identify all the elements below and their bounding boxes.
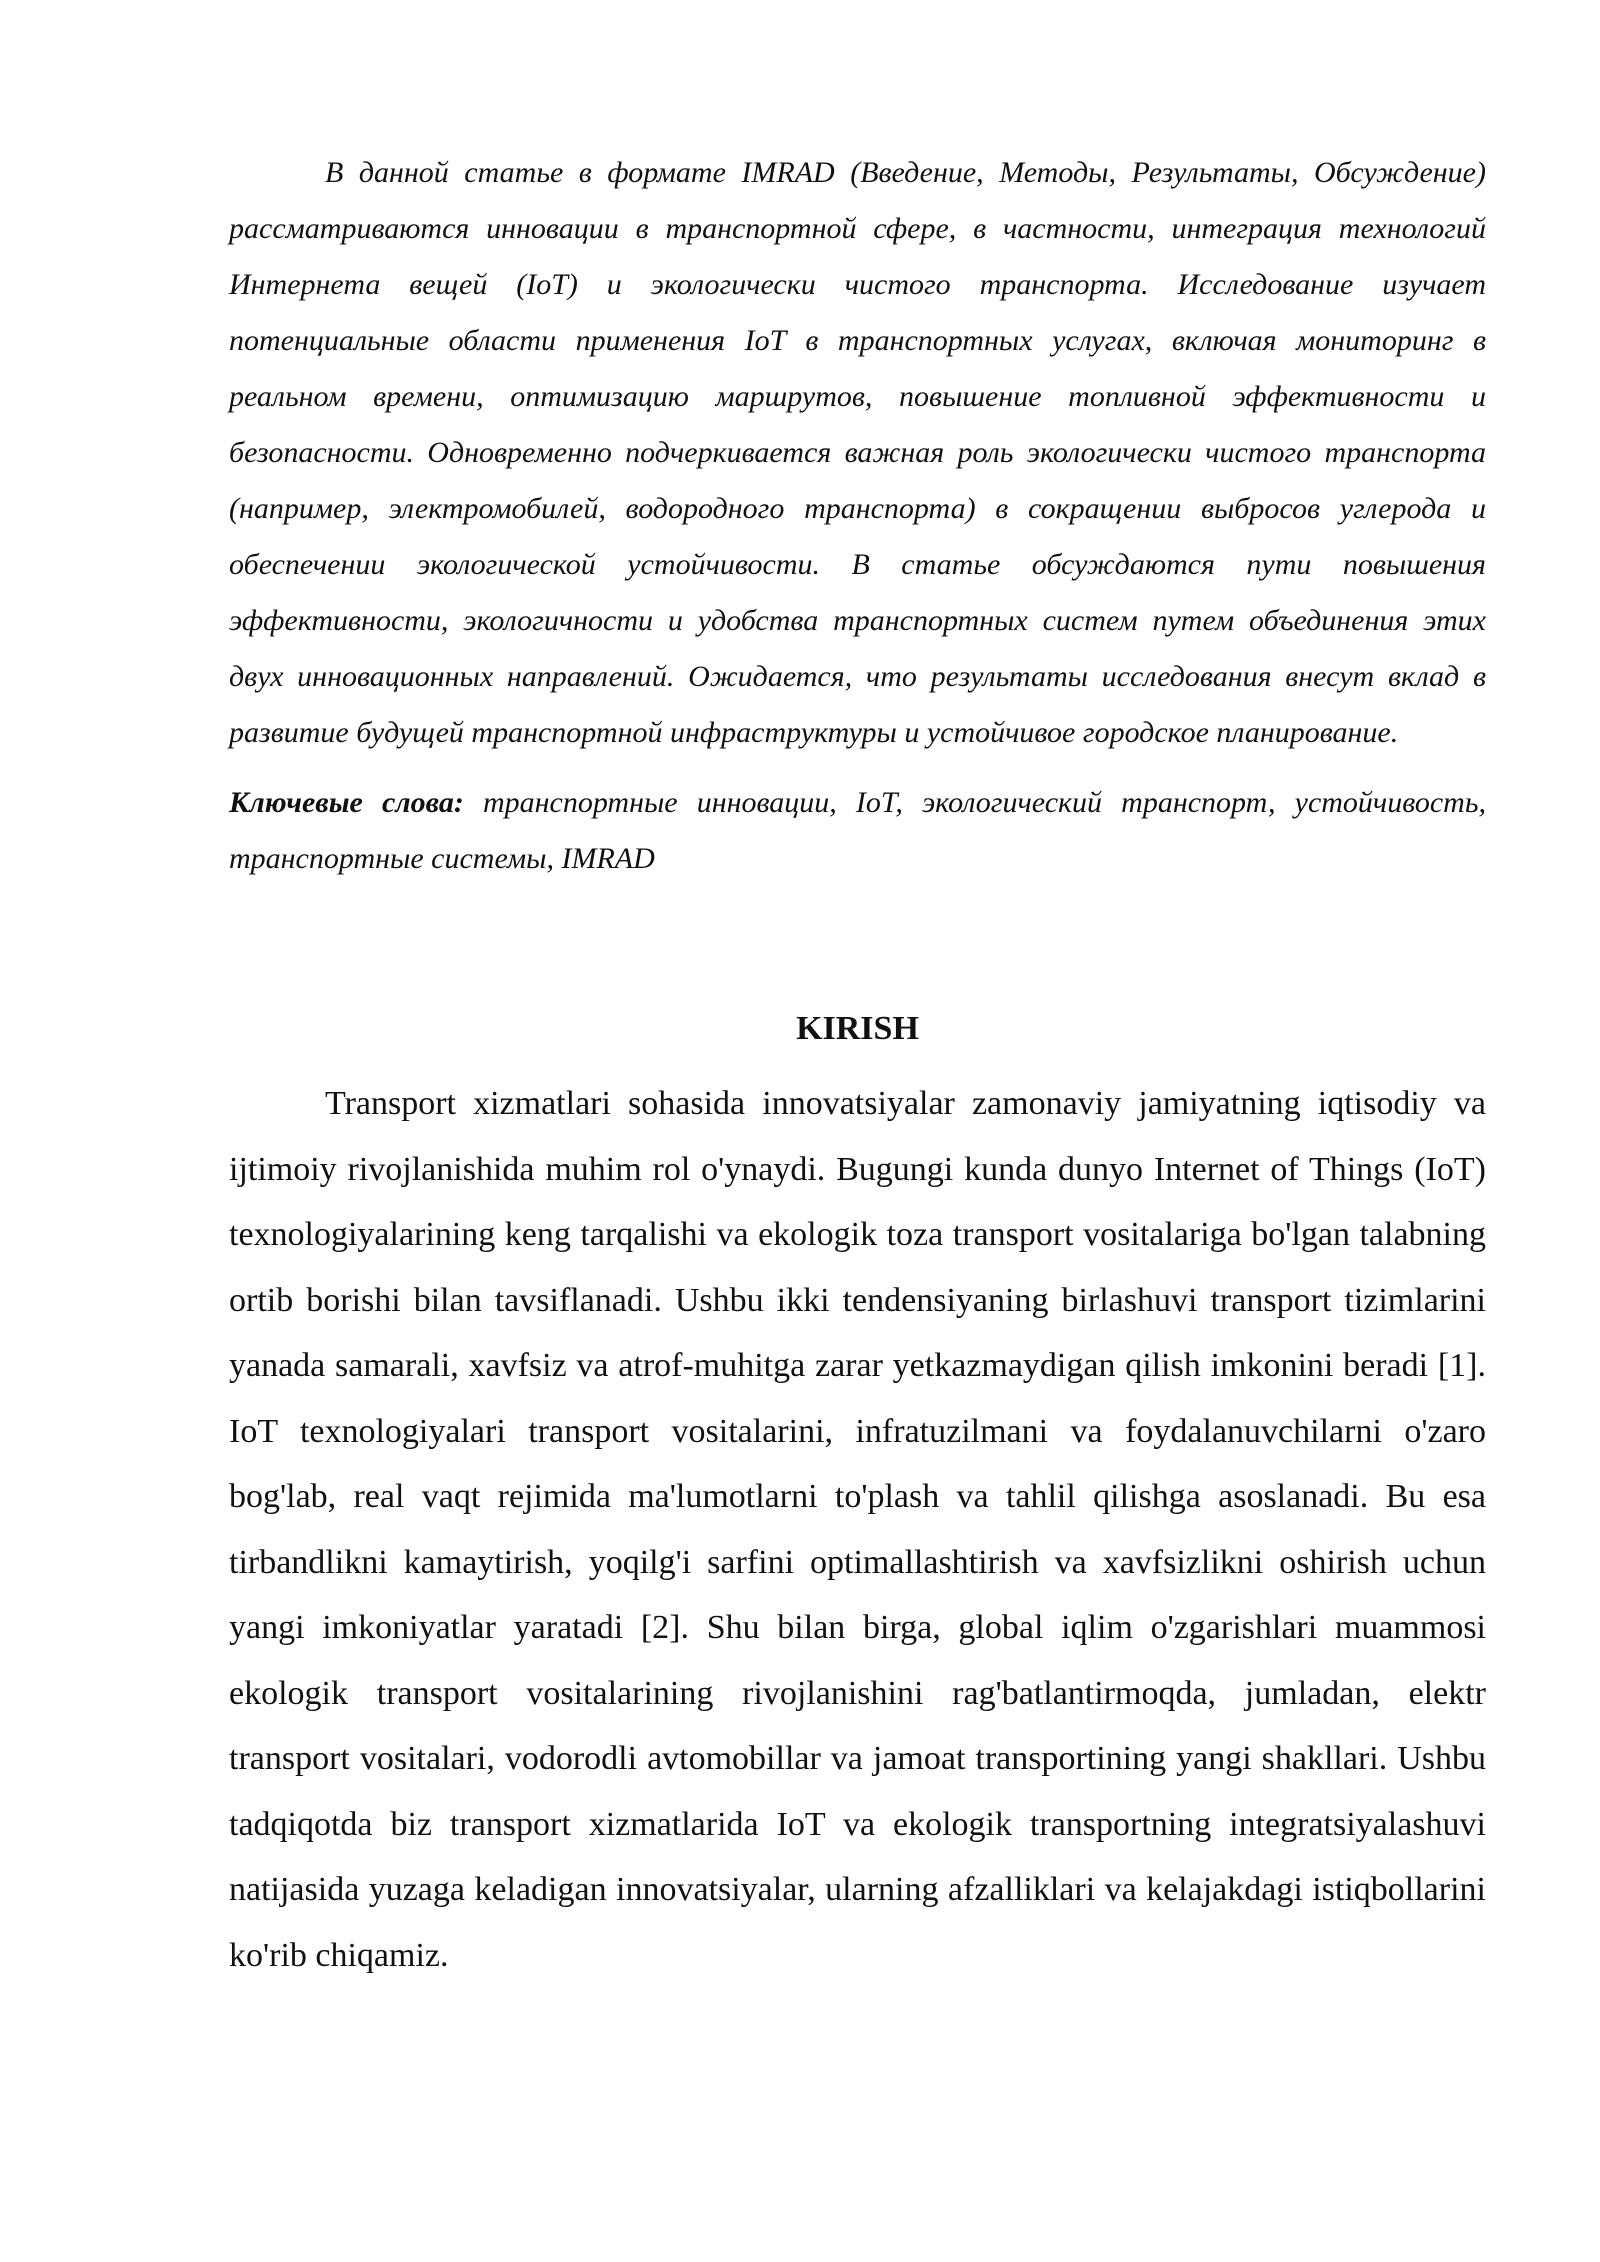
keywords-list: транспортные инновации, IoT, экологический транспорт, устойчивость, транспортные системы, IMRAD [229, 786, 1487, 875]
keywords-paragraph [229, 775, 1486, 887]
section-heading: KIRISH [796, 1010, 919, 1047]
document-page [229, 145, 1486, 1988]
introduction-paragraph: Transport xizmatlari sohasida innovatsiyalar zamonaviy jamiyatning iqtisodiy va ijtimoiy rivojlanishida muhim rol o'ynaydi. Bugungi kunda dunyo Internet of Things (IoT) texnologiyalarining keng tarqalishi va ekologik toza transport vositalariga bo'lgan talabning ortib borishi bilan tavsiflanadi. Ushbu ikki tendensiyaning birlashuvi transport tizimlarini yanada samarali, xavfsiz va atrof-muhitga zarar yetkazmaydigan qilish imkonini beradi [1]. IoT texnologiyalari transport vositalarini, infratuzilmani va foydalanuvchilarni o'zaro bog'lab, real vaqt rejimida ma'lumotlarni to'plash va tahlil qilishga asoslanadi. Bu esa tirbandlikni kamaytirish, yoqilg'i sarfini optimallashtirish va xavfsizlikni oshirish uchun yangi imkoniyatlar yaratadi [2]. Shu bilan birga, global iqlim o'zgarishlari muammosi ekologik transport vositalarining rivojlanishini rag'batlantirmoqda, jumladan, elektr transport vositalari, vodorodli avtomobillar va jamoat transportining yangi shakllari. Ushbu tadqiqotda biz transport xizmatlarida IoT va ekologik transportning integratsiyalashuvi natijasida yuzaga keladigan innovatsiyalar, ularning afzalliklari va kelajakdagi istiqbollarini ko'rib chiqamiz. [229, 1085, 1486, 1974]
keywords-label: Ключевые слова: [229, 786, 464, 819]
abstract-paragraph: В данной статье в формате IMRAD (Введение, Методы, Результаты, Обсуждение) рассматриваются инновации в транспортной сфере, в частности, интеграция технологий Интернета вещей (IoT) и экологически чистого транспорта. Исследование изучает потенциальные области применения IoT в транспортных услугах, включая мониторинг в реальном времени, оптимизацию маршрутов, повышение топливной эффективности и безопасности. Одновременно подчеркивается важная роль экологически чистого транспорта (например, электромобилей, водородного транспорта) в сокращении выбросов углерода и обеспечении экологической устойчивости. В статье обсуждаются пути повышения эффективности, экологичности и удобства транспортных систем путем объединения этих двух инновационных направлений. Ожидается, что результаты исследования внесут вклад в развитие будущей транспортной инфраструктуры и устойчивое городское планирование. [229, 156, 1486, 749]
